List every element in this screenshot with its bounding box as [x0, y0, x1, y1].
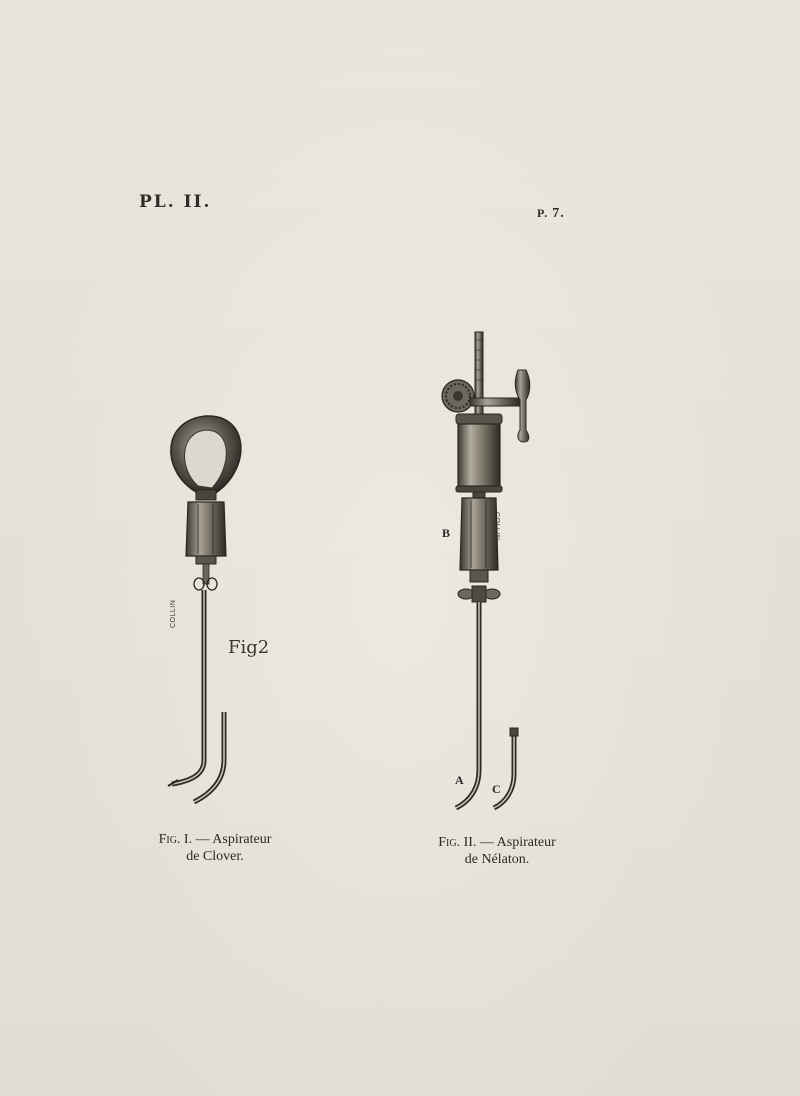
figure-1-caption-line2: de Clover.	[186, 849, 244, 864]
figure-label-b: B	[442, 526, 451, 540]
figure-label-c: C	[492, 782, 501, 796]
figure-2-caption-line2: de Nélaton.	[464, 852, 530, 867]
figure-1-caption-prefix: Fig.	[158, 832, 181, 847]
plate-number: PL. II.	[139, 192, 212, 212]
figure-1-caption-line1: I. — Aspirateur	[183, 832, 272, 847]
page-reference-number: 7.	[552, 206, 565, 221]
figure-2-caption	[412, 834, 582, 868]
nelaton-aspirator-drawing	[442, 332, 530, 808]
page-reference-prefix: P.	[537, 206, 549, 220]
clover-aspirator-drawing	[168, 416, 241, 802]
figure-label-a: A	[455, 773, 464, 787]
maker-stamp-fig1: COLLIN	[170, 599, 177, 628]
handwritten-figure-label: Fig2	[228, 637, 270, 658]
figure-2-caption-line1: II. — Aspirateur	[463, 835, 556, 850]
figure-1-caption	[130, 831, 300, 865]
maker-stamp-fig2: COLLIN	[493, 512, 500, 541]
figure-2-caption-prefix: Fig.	[438, 835, 461, 850]
